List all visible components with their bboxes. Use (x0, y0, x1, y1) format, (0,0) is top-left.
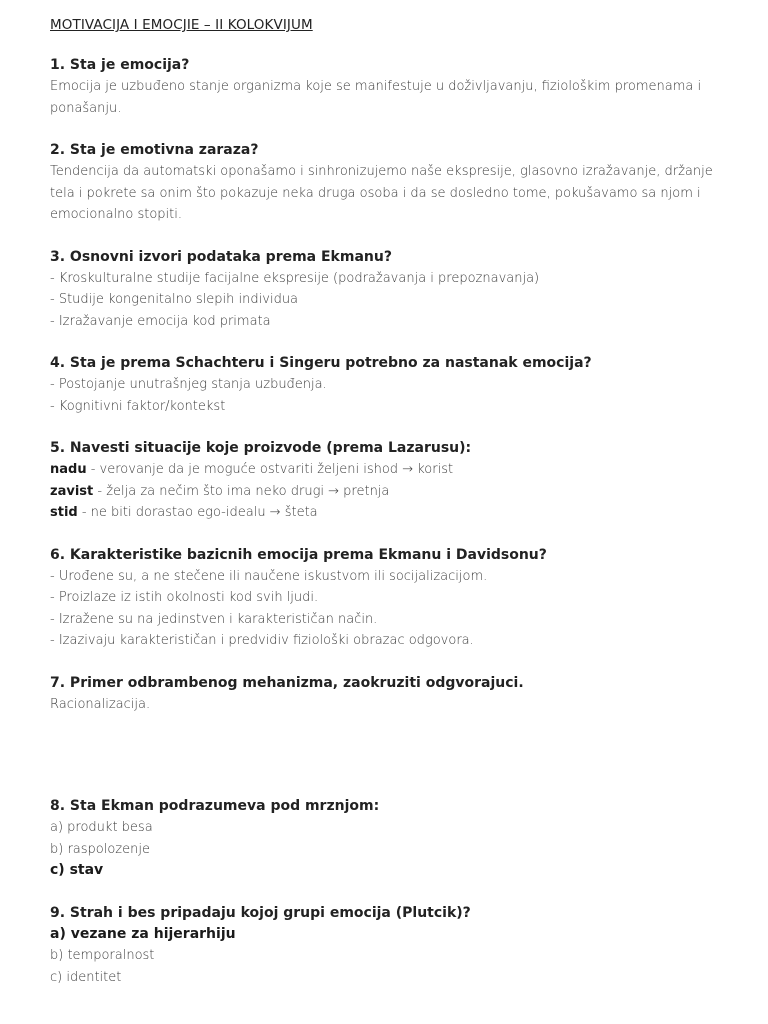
question-3 (50, 247, 732, 333)
list-item: - Izazivaju karakterističan i predvidiv fiziološki obrazac odgovora. (50, 633, 474, 648)
option-b: b) temporalnost (50, 948, 155, 963)
question-4-text: 4. Sta je prema Schachteru i Singeru potrebno za nastanak emocija? (50, 355, 592, 371)
list-item: - Izražene su na jedinstven i karakterističan način. (50, 611, 378, 627)
question-8-text: 8. Sta Ekman podrazumeva pod mrznjom: (50, 798, 380, 814)
question-1 (50, 55, 732, 119)
question-4 (50, 353, 732, 417)
question-9-text: 9. Strah i bes pripadaju kojoj grupi emocija (Plutcik)? (50, 904, 471, 921)
list-item: - Izražavanje emocija kod primata (50, 313, 271, 329)
term: zavist (50, 483, 94, 499)
option-c: c) identitet (50, 969, 122, 985)
term-description: - ne biti dorastao ego-idealu → šteta (77, 505, 318, 520)
question-6-text: 6. Karakteristike bazicnih emocija prema Ekmanu i Davidsonu? (50, 546, 547, 563)
question-1-answer: Emocija je uzbuđeno stanje organizma koje se manifestuje u doživljavanju, fiziološkim promenama i ponašanju. (50, 79, 702, 116)
list-item: - Kroskulturalne studije facijalne ekspresije (podražavanja i prepoznavanja) (50, 270, 540, 286)
question-6 (50, 545, 732, 652)
question-5 (50, 438, 732, 524)
document-title: MOTIVACIJA I EMOCJIE – II KOLOKVIJUM (50, 17, 313, 33)
list-item (50, 481, 732, 503)
question-8 (50, 796, 732, 882)
term: nadu (50, 462, 87, 477)
question-5-text: 5. Navesti situacije koje proizvode (prema Lazarusu): (50, 440, 472, 456)
list-item: - Urođene su, a ne stečene ili naučene iskustvom ili socijalizacijom. (50, 568, 488, 584)
list-item: - Postojanje unutrašnjeg stanja uzbuđenja. (50, 377, 327, 392)
question-7-text: 7. Primer odbrambenog mehanizma, zaokruziti odgvorajuci. (50, 674, 524, 691)
question-3-text: 3. Osnovni izvori podataka prema Ekmanu? (50, 248, 392, 265)
question-7-answer: Racionalizacija. (50, 696, 151, 712)
term-description: - želja za nečim što ima neko drugi → pretnja (93, 483, 390, 499)
question-1-text: 1. Sta je emocija? (50, 57, 190, 73)
list-item: - Kognitivni faktor/kontekst (50, 398, 226, 414)
option-a: a) produkt besa (50, 820, 153, 835)
term-description: - verovanje da je moguće ostvariti željeni ishod → korist (86, 462, 454, 477)
option-c-selected: c) stav (50, 862, 104, 878)
term: stid (50, 505, 78, 520)
question-7 (50, 673, 732, 716)
option-b: b) raspolozenje (50, 841, 150, 857)
spacer (50, 736, 732, 796)
question-2-answer: Tendencija da automatski oponašamo i sinhronizujemo naše ekspresije, glasovno izražavanje, držanje tela i pokrete sa onim što pokazuje neka druga osoba i da se dosledno tome, pokušavamo sa njom i emocionalno stopiti. (50, 164, 713, 222)
question-9 (50, 903, 732, 989)
option-a-selected: a) vezane za hijerarhiju (50, 925, 236, 942)
list-item: - Studije kongenitalno slepih individua (50, 292, 299, 307)
question-2-text: 2. Sta je emotivna zaraza? (50, 142, 259, 158)
list-item: - Proizlaze iz istih okolnosti kod svih ljudi. (50, 590, 319, 605)
list-item (50, 459, 732, 481)
list-item (50, 502, 732, 524)
question-2 (50, 140, 732, 226)
